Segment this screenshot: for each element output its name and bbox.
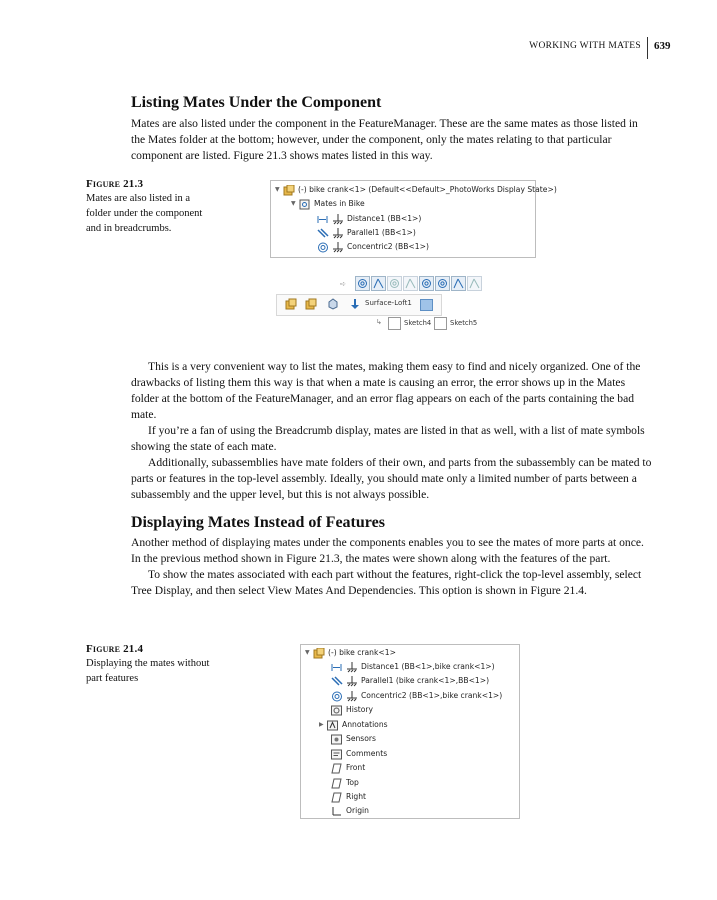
figure-21-3-featuremanager-tree <box>270 180 557 258</box>
concentric-mate-icon[interactable] <box>435 276 450 291</box>
fix-ground-icon <box>332 228 344 239</box>
tree-label: Concentric2 (BB<1>) <box>347 242 429 251</box>
tree-label: (-) bike crank<1> (Default<<Default>_PhotoWorks Display State>) <box>298 185 557 194</box>
fix-ground-icon <box>332 242 344 253</box>
running-title: WORKING WITH MATES <box>529 41 641 51</box>
paragraph: This is a very convenient way to list the mates, making them easy to find and nicely organized. One of the drawbacks of listing them this way is that when a mate is causing an error, the error shows up in the Mates folder at the bottom of the FeatureManager, and an error flag appears on each of the parts containing the bad mate. <box>131 360 641 421</box>
concentric-mate-icon[interactable] <box>387 276 402 291</box>
tree-label: Front <box>346 763 366 772</box>
section1-intro <box>131 116 651 164</box>
angle-mate-icon[interactable] <box>371 276 386 291</box>
figure-21-4-label: Figure 21.4 <box>86 643 144 655</box>
page-number: 639 <box>654 40 671 52</box>
part-icon <box>313 648 325 659</box>
body-icon[interactable] <box>327 298 339 312</box>
tree-label: History <box>346 705 374 714</box>
concentric-mate-icon[interactable] <box>419 276 434 291</box>
tree-label: Annotations <box>342 720 388 729</box>
collapse-arrow-icon[interactable]: ▼ <box>275 186 280 193</box>
tree-row-origin[interactable] <box>331 804 369 818</box>
plane-icon <box>331 763 343 774</box>
sketch-label[interactable]: Sketch5 <box>450 319 478 327</box>
sketch-icon[interactable] <box>388 317 401 330</box>
breadcrumb-bar <box>276 294 442 316</box>
tree-label: Concentric2 (BB<1>,bike crank<1>) <box>361 691 503 700</box>
tree-label: Mates in Bike <box>314 199 365 208</box>
tree-row-distance-mate[interactable] <box>317 212 421 226</box>
figure-21-3-label: Figure 21.3 <box>86 178 144 190</box>
tree-label: Origin <box>346 806 369 815</box>
tree-row-concentric-mate[interactable] <box>331 689 502 703</box>
tree-row-sensors[interactable] <box>331 732 376 746</box>
breadcrumb-sketches <box>376 316 480 332</box>
tree-row-right-plane[interactable] <box>331 790 366 804</box>
tree-label: Top <box>346 778 359 787</box>
arrow-pointer-icon: ➪ <box>340 279 346 288</box>
distance-mate-icon <box>317 214 329 225</box>
tree-row-bike-crank[interactable] <box>275 183 557 197</box>
tree-row-parallel-mate[interactable] <box>331 674 489 688</box>
figure-21-3-caption: Mates are also listed in a folder under the component and in breadcrumbs. <box>86 193 203 234</box>
paragraph: Additionally, subassemblies have mate folders of their own, and parts from the subassembly can be mated to parts or features in the top-level assembly. Ideally, you should mate only a limited number of parts between a subassembly and the upper level, but this is not always possible. <box>131 456 652 501</box>
angle-mate-icon[interactable] <box>403 276 418 291</box>
annotations-icon <box>327 720 339 731</box>
figure-21-4-caption: Displaying the mates without part features <box>86 658 210 684</box>
section-heading-listing-mates: Listing Mates Under the Component <box>131 94 382 111</box>
paragraph: To show the mates associated with each part without the features, right-click the top-level assembly, select Tree Display, and then select View Mates And Dependencies. This option is shown in Figure 21.4. <box>131 568 642 597</box>
tree-row-front-plane[interactable] <box>331 761 365 775</box>
plane-icon <box>331 792 343 803</box>
comments-icon <box>331 749 343 760</box>
fix-ground-icon <box>346 691 358 702</box>
tree-row-mates-folder[interactable] <box>291 197 365 211</box>
tree-row-top-plane[interactable] <box>331 776 359 790</box>
section1-body <box>131 359 653 503</box>
paragraph: Another method of displaying mates under the components enables you to see the mates of more parts at once. In the previous method shown in Figure 21.3, the mates were shown along with the features of the part. <box>131 536 644 565</box>
expand-arrow-icon[interactable]: ▶ <box>319 721 324 728</box>
mates-folder-icon <box>299 199 311 210</box>
history-icon <box>331 705 343 716</box>
concentric-mate-icon <box>331 691 343 702</box>
tree-label: (-) bike crank<1> <box>328 648 396 657</box>
tree-label: Distance1 (BB<1>,bike crank<1>) <box>361 662 495 671</box>
angle-mate-icon[interactable] <box>451 276 466 291</box>
part-icon <box>283 185 295 196</box>
sketch-icon[interactable] <box>434 317 447 330</box>
parallel-mate-icon <box>317 228 329 239</box>
tree-row-bike-crank[interactable] <box>305 646 396 660</box>
tree-row-concentric-mate[interactable] <box>317 240 429 254</box>
fix-ground-icon <box>346 676 358 687</box>
part-icon[interactable] <box>305 298 317 312</box>
tree-row-distance-mate[interactable] <box>331 660 495 674</box>
paragraph: If you’re a fan of using the Breadcrumb display, mates are listed in that as well, with a list of mate symbols showing the state of each mate. <box>131 424 645 453</box>
loft-feature-icon[interactable] <box>349 298 361 312</box>
fix-ground-icon <box>346 662 358 673</box>
breadcrumb-mate-symbols <box>340 276 483 292</box>
tree-label: Parallel1 (bike crank<1>,BB<1>) <box>361 676 490 685</box>
collapse-arrow-icon[interactable]: ▼ <box>291 200 296 207</box>
tree-label: Parallel1 (BB<1>) <box>347 228 416 237</box>
header-divider <box>647 37 648 59</box>
tree-row-parallel-mate[interactable] <box>317 226 416 240</box>
tree-label: Comments <box>346 749 388 758</box>
tree-row-comments[interactable] <box>331 747 387 761</box>
figure-21-4-featuremanager-tree <box>300 644 520 819</box>
concentric-mate-icon[interactable] <box>355 276 370 291</box>
tree-row-annotations[interactable] <box>319 718 388 732</box>
fix-ground-icon <box>332 214 344 225</box>
section-heading-displaying-mates: Displaying Mates Instead of Features <box>131 514 385 531</box>
sketch-label[interactable]: Sketch4 <box>404 319 432 327</box>
angle-mate-icon[interactable] <box>467 276 482 291</box>
tree-label: Right <box>346 792 366 801</box>
concentric-mate-icon <box>317 242 329 253</box>
tree-label: Sensors <box>346 734 376 743</box>
sketch-pointer-icon: ↳ <box>376 318 382 326</box>
tree-label: Distance1 (BB<1>) <box>347 214 422 223</box>
surface-icon[interactable] <box>420 299 433 311</box>
paragraph: Mates are also listed under the component in the FeatureManager. These are the same mates as those listed in the Mates folder at the bottom; however, under the component, only the mates relating to that particular component are listed. Figure 21.3 shows mates listed in this way. <box>131 117 638 162</box>
section2-body <box>131 535 653 599</box>
breadcrumb-feature-label[interactable]: Surface-Loft1 <box>365 299 412 307</box>
collapse-arrow-icon[interactable]: ▼ <box>305 649 310 656</box>
parallel-mate-icon <box>331 676 343 687</box>
tree-row-history[interactable] <box>331 703 373 717</box>
origin-icon <box>331 806 343 817</box>
distance-mate-icon <box>331 662 343 673</box>
part-icon[interactable] <box>285 298 297 312</box>
sensors-icon <box>331 734 343 745</box>
plane-icon <box>331 778 343 789</box>
